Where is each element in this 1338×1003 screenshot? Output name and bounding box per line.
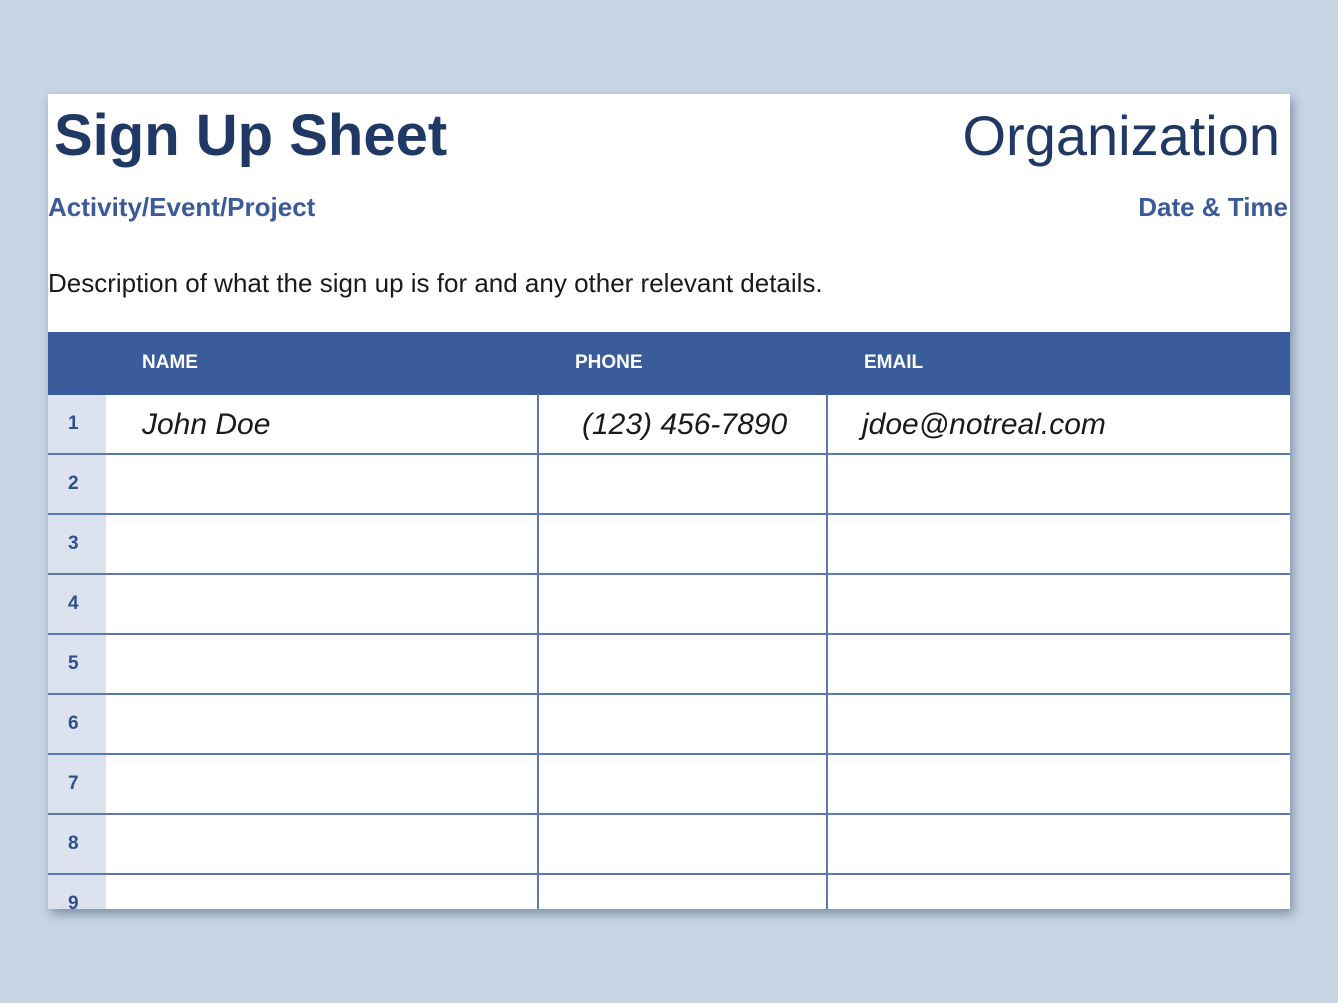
organization-label: Organization (962, 104, 1280, 167)
table-row (48, 455, 1290, 515)
row-number: 2 (48, 455, 106, 513)
table-row (48, 515, 1290, 575)
table-row (48, 695, 1290, 755)
header-phone: PHONE (575, 352, 643, 373)
row-number: 9 (48, 875, 106, 909)
header-name: NAME (142, 352, 198, 373)
phone-cell[interactable]: (123) 456-7890 (582, 408, 788, 441)
row-number: 5 (48, 635, 106, 693)
row-number: 4 (48, 575, 106, 633)
table-row (48, 815, 1290, 875)
description-text: Description of what the sign up is for and any other relevant details. (48, 268, 823, 298)
sheet-title: Sign Up Sheet (54, 103, 448, 168)
column-divider-name-phone (537, 394, 539, 909)
table-header-row (48, 332, 1290, 395)
table-row (48, 395, 1290, 455)
table-row (48, 575, 1290, 635)
column-divider-phone-email (826, 394, 828, 909)
table-row (48, 875, 1290, 909)
activity-label: Activity/Event/Project (48, 192, 316, 222)
row-number: 8 (48, 815, 106, 873)
table-row (48, 635, 1290, 695)
row-number: 1 (48, 395, 106, 453)
sign-up-table (48, 332, 1290, 909)
header-email: EMAIL (864, 352, 924, 373)
row-number: 7 (48, 755, 106, 813)
sign-up-sheet (48, 94, 1290, 909)
row-number: 3 (48, 515, 106, 573)
date-time-label: Date & Time (1138, 192, 1288, 222)
name-cell[interactable]: John Doe (142, 408, 271, 441)
email-cell[interactable]: jdoe@notreal.com (862, 408, 1106, 441)
table-row (48, 755, 1290, 815)
row-number: 6 (48, 695, 106, 753)
